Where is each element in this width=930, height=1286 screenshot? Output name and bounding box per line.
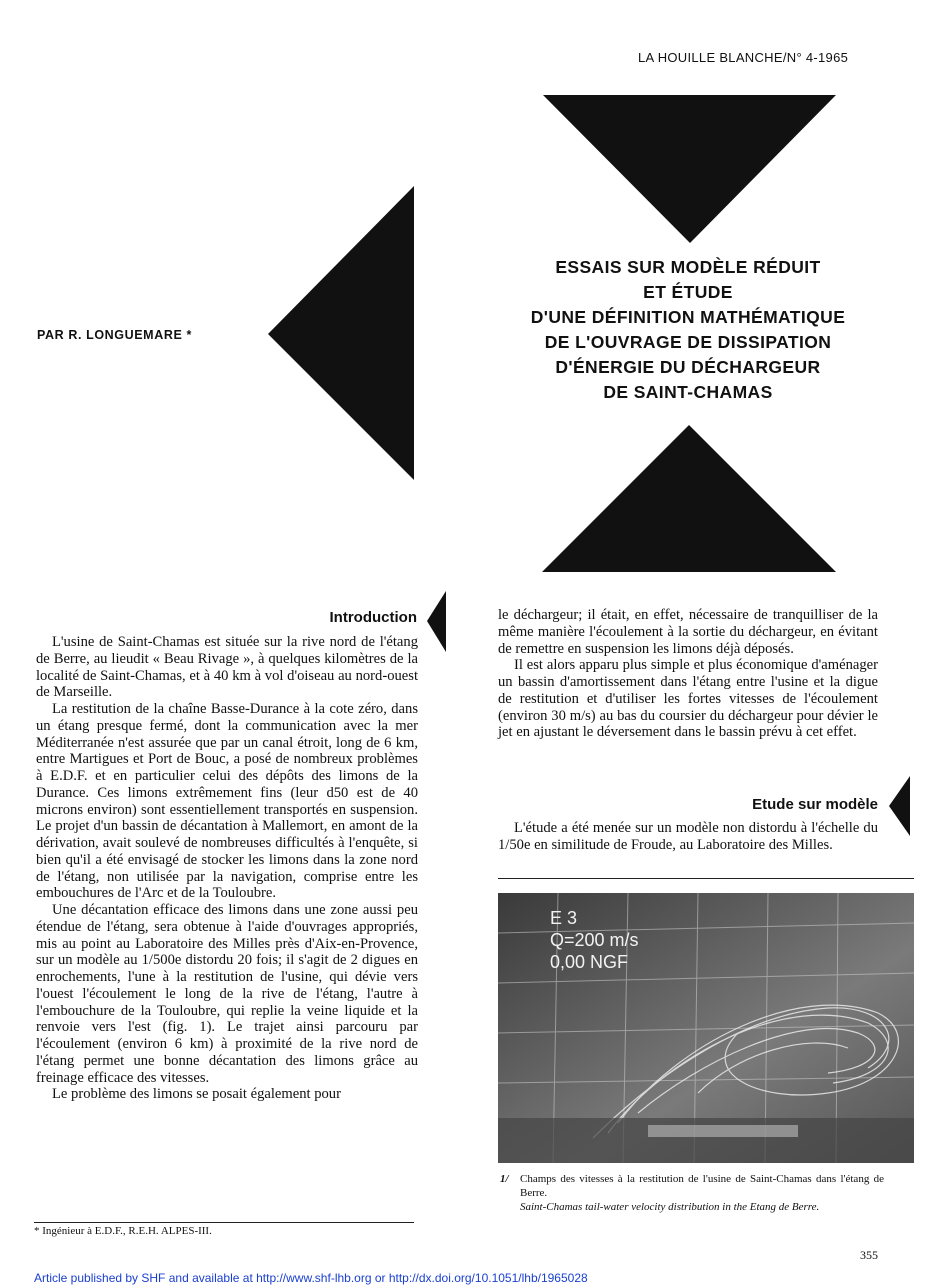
paragraph: L'étude a été menée sur un modèle non distordu à l'échelle du 1/50e en similitude de Froude, au Laboratoire des Milles.	[498, 820, 878, 853]
etude-column	[498, 820, 878, 854]
top-triangle	[543, 95, 836, 243]
title-line: D'ÉNERGIE DU DÉCHARGEUR	[555, 357, 821, 377]
left-column	[36, 634, 418, 1103]
etude-marker	[889, 776, 910, 836]
bottom-triangle	[542, 425, 836, 572]
overlay-line: 0,00 NGF	[550, 952, 629, 972]
caption-english: Saint-Chamas tail-water velocity distribution in the Etang de Berre.	[520, 1201, 820, 1213]
journal-header: LA HOUILLE BLANCHE/N° 4-1965	[638, 50, 849, 65]
overlay-line: E 3	[550, 908, 578, 928]
title-line: DE L'OUVRAGE DE DISSIPATION	[544, 332, 832, 352]
paragraph: Le problème des limons se posait également pour	[52, 1086, 341, 1103]
footnote-rule	[34, 1222, 414, 1223]
introduction-heading: Introduction	[329, 609, 417, 626]
footnote: * Ingénieur à E.D.F., R.E.H. ALPES-III.	[34, 1225, 212, 1237]
title-line: D'UNE DÉFINITION MATHÉMATIQUE	[530, 307, 846, 327]
figure-caption	[500, 1172, 884, 1214]
overlay-line: Q=200 m/s	[550, 930, 639, 950]
left-triangle	[268, 186, 414, 480]
figure-number: 1/	[500, 1173, 509, 1185]
author-line: PAR R. LONGUEMARE *	[37, 328, 192, 342]
paragraph: le déchargeur; il était, en effet, nécessaire de tranquilliser de la même manière l'écoulement à la sortie du déchargeur, en évitant de remettre en suspension les limons déjà déposés.	[498, 607, 878, 657]
right-column	[498, 607, 878, 741]
figure-overlay-label	[550, 907, 639, 973]
caption-french: Champs des vitesses à la restitution de l'usine de Saint-Chamas dans l'étang de Berre.	[520, 1173, 884, 1199]
figure-rule	[498, 878, 914, 879]
paragraph: La restitution de la chaîne Basse-Durance à la cote zéro, dans un étang presque fermé, dont la communication avec la mer Méditerranée n'est assurée que par un canal étroit, long de 6 km, entre Martigues et Port de Bouc, a posé de nombreux problèmes à E.D.F. et en particulier celui des dépôts des limons de la Durance. Ces limons extrêmement fins (leur d50 est de 40 microns environ) sont essentiellement transportés en suspension. Le projet d'un bassin de décantation à Mallemort, en amont de la dérivation, avait soulevé de nombreuses difficultés à l'enquête, si bien qu'il a été envisagé de stocker les limons dans la zone nord de l'étang, non utilisée par la navigation, comprise entre les embouchures de l'Arc et de la Touloubre.	[36, 701, 418, 902]
title-line: DE SAINT-CHAMAS	[603, 382, 773, 402]
title-line: ESSAIS SUR MODÈLE RÉDUIT	[555, 257, 821, 277]
article-title	[488, 255, 888, 405]
page-number: 355	[860, 1248, 878, 1262]
etude-heading: Etude sur modèle	[752, 796, 878, 813]
paragraph: Il est alors apparu plus simple et plus économique d'aménager un bassin d'amortissement dans l'étang entre l'usine et la digue de restitution et d'utiliser les fortes vitesses de l'écoulement (environ 30 m/s) au bas du coursier du déchargeur pour dévier le jet en ajustant le déversement dans le bassin prévu à cet effet.	[498, 657, 878, 741]
paragraph: Une décantation efficace des limons dans une zone aussi peu étendue de l'étang, sera obtenue à l'aide d'ouvrages appropriés, mis au point au Laboratoire des Milles près d'Aix-en-Provence, sur un modèle au 1/500e distordu 20 fois; il s'agit de 2 digues en enrochements, l'une à la restitution de l'usine, qui dévie vers l'ouest l'écoulement le long de la rive de l'étang, l'autre à l'embouchure de la Touloubre, qui replie la veine liquide et la renvoie vers l'est (fig. 1). Le trajet ainsi parcouru par l'écoulement (environ 6 km) à proximité de la rive nord de l'étang permet une bonne décantation des limons grâce au freinage efficace des vitesses.	[36, 902, 418, 1086]
paragraph: L'usine de Saint-Chamas est située sur la rive nord de l'étang de Berre, au lieudit « Beau Rivage », à quelques kilomètres de la localité de Saint-Chamas, et à 40 km à vol d'oiseau au nord-ouest de Marseille.	[36, 634, 418, 701]
figure-photo	[498, 893, 914, 1163]
intro-marker	[427, 591, 446, 652]
title-line: ET ÉTUDE	[643, 282, 733, 302]
article-source-link[interactable]: Article published by SHF and available at http://www.shf-lhb.org or http://dx.doi.org/10.1051/lhb/1965028	[34, 1271, 588, 1285]
